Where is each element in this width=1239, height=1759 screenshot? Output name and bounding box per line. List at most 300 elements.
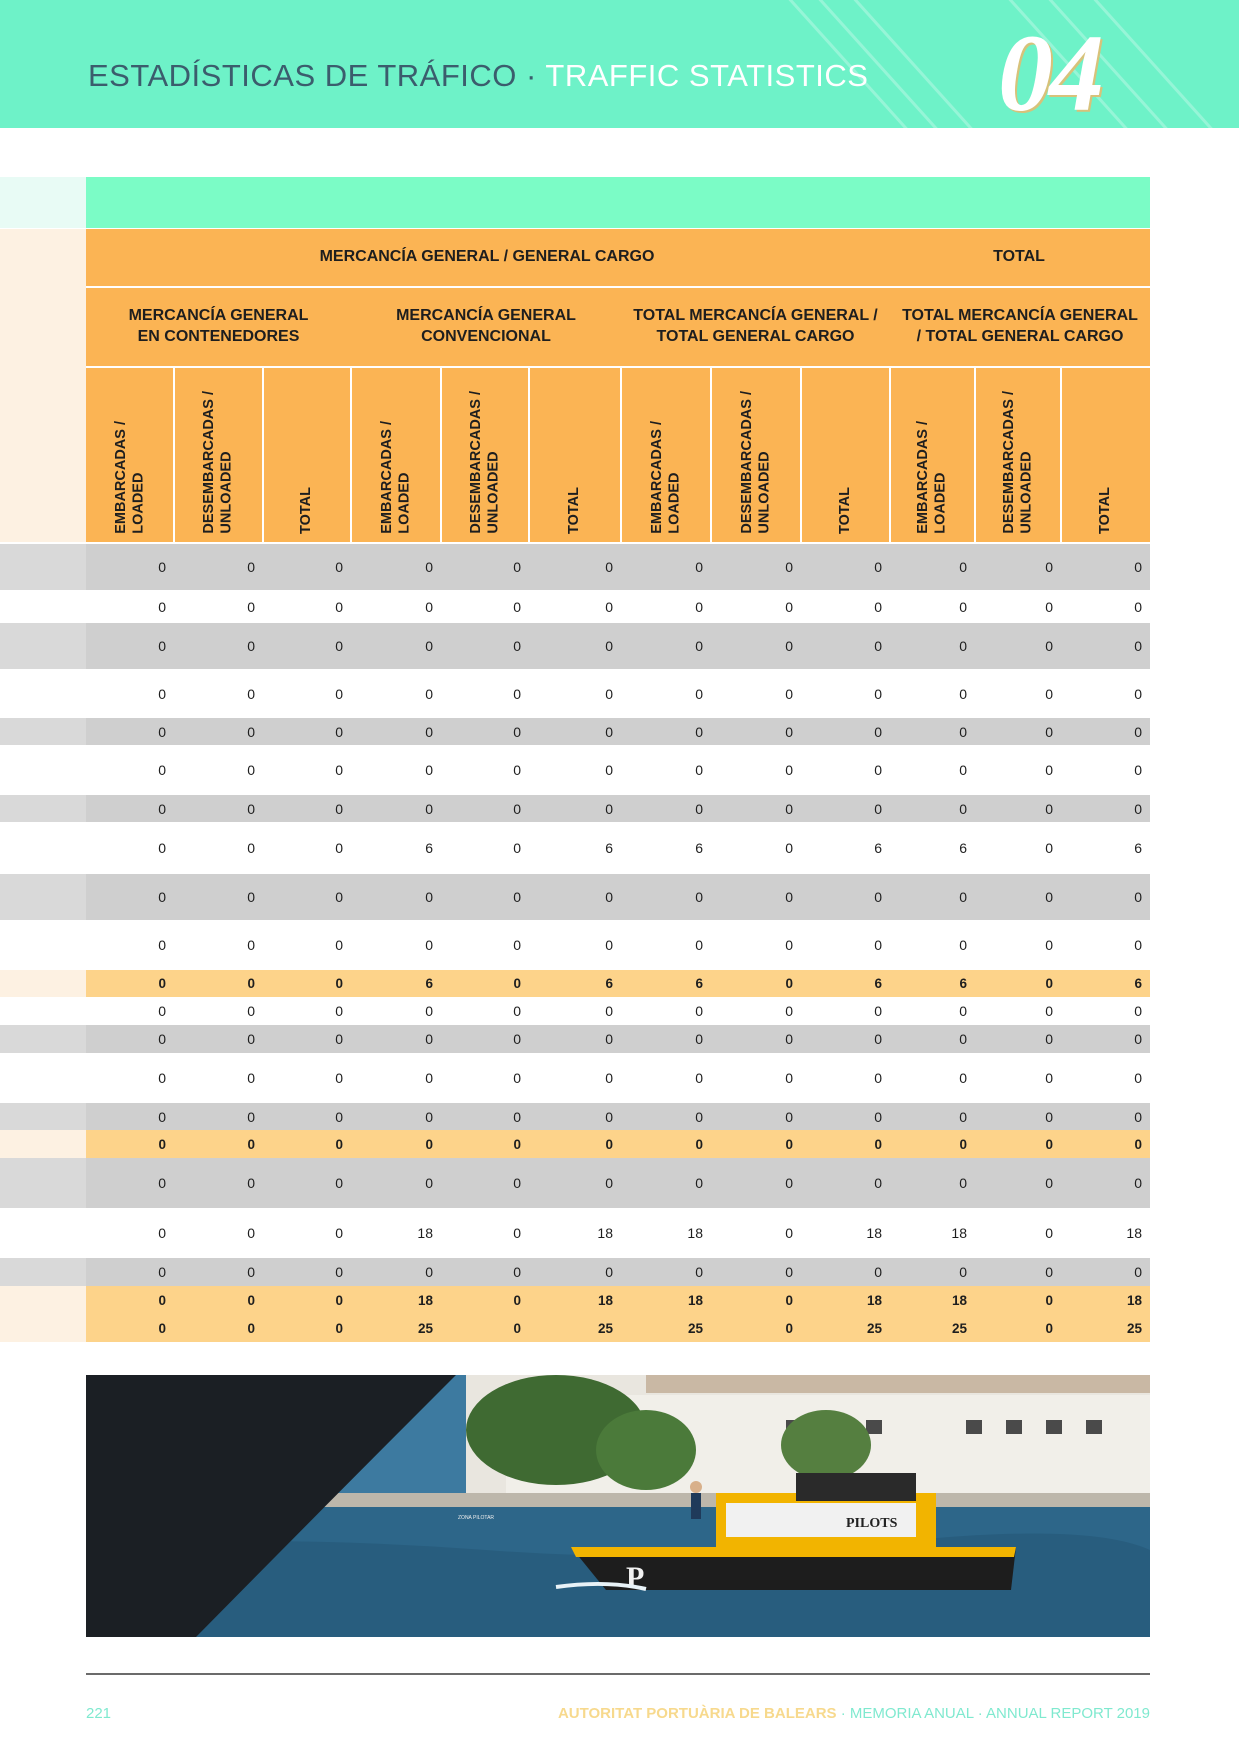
table-cell: 0 <box>1134 1175 1142 1191</box>
table-cell: 0 <box>695 598 703 615</box>
row-label-cell <box>0 795 86 822</box>
table-cell: 0 <box>247 723 255 740</box>
table-row <box>0 1258 1150 1286</box>
boat-name-label: PILOTS <box>846 1516 898 1531</box>
table-row <box>0 718 1150 745</box>
table-cell: 25 <box>597 1320 613 1336</box>
table-cell: 0 <box>695 800 703 817</box>
table-cell: 0 <box>1045 800 1053 817</box>
table-cell: 0 <box>335 1264 343 1280</box>
table-cell: 0 <box>247 840 255 856</box>
table-cell: 0 <box>425 937 433 953</box>
table-row <box>0 1208 1150 1258</box>
table-cell: 0 <box>513 1320 521 1336</box>
header-sub-total-general-2 <box>890 287 1150 366</box>
table-cell: 0 <box>247 1292 255 1308</box>
table-cell: 0 <box>513 937 521 953</box>
table-cell: 0 <box>335 723 343 740</box>
table-cell: 18 <box>1126 1292 1142 1308</box>
table-cell: 0 <box>425 1108 433 1125</box>
column-header-loaded-label: EMBARCADAS / LOADED <box>915 421 949 534</box>
footer-report-title: · MEMORIA ANUAL · ANNUAL REPORT 2019 <box>836 1705 1150 1722</box>
row-label-cell <box>0 623 86 669</box>
table-row <box>0 970 1150 997</box>
table-cell: 0 <box>335 598 343 615</box>
table-cell: 6 <box>1134 840 1142 856</box>
row-label-cell <box>0 1314 86 1342</box>
table-cell: 0 <box>158 840 166 856</box>
row-label-cell <box>0 874 86 920</box>
table-cell: 0 <box>247 889 255 905</box>
table-row <box>0 997 1150 1025</box>
table-cell: 0 <box>247 638 255 654</box>
table-cell: 0 <box>425 1031 433 1047</box>
column-header-unloaded-label: DESEMBARCADAS / UNLOADED <box>467 391 501 534</box>
table-cell: 6 <box>959 976 967 991</box>
table-cell: 0 <box>605 1031 613 1047</box>
table-cell: 0 <box>158 800 166 817</box>
table-cell: 0 <box>247 937 255 953</box>
table-cell: 0 <box>959 1175 967 1191</box>
table-cell: 0 <box>605 1070 613 1086</box>
table-cell: 0 <box>513 598 521 615</box>
table-cell: 0 <box>785 800 793 817</box>
table-cell: 0 <box>695 1175 703 1191</box>
table-cell: 0 <box>1045 1003 1053 1019</box>
table-cell: 0 <box>785 889 793 905</box>
table-row <box>0 590 1150 623</box>
table-cell: 0 <box>513 638 521 654</box>
table-cell: 6 <box>874 976 882 991</box>
table-cell: 0 <box>874 638 882 654</box>
row-label-cell <box>0 544 86 590</box>
table-cell: 0 <box>158 559 166 575</box>
row-label-cell <box>0 1025 86 1053</box>
column-header-loaded <box>890 367 975 542</box>
table-cell: 0 <box>1134 1070 1142 1086</box>
table-cell: 0 <box>158 1003 166 1019</box>
table-cell: 0 <box>605 1264 613 1280</box>
column-header-unloaded-label: DESEMBARCADAS / UNLOADED <box>738 391 772 534</box>
table-cell: 0 <box>874 889 882 905</box>
table-cell: 0 <box>605 800 613 817</box>
table-cell: 0 <box>335 1108 343 1125</box>
table-cell: 0 <box>785 1108 793 1125</box>
table-cell: 6 <box>695 840 703 856</box>
table-cell: 0 <box>959 1003 967 1019</box>
table-cell: 0 <box>335 889 343 905</box>
table-cell: 18 <box>951 1292 967 1308</box>
teal-band <box>86 177 1150 228</box>
column-header-unloaded <box>711 367 801 542</box>
table-cell: 0 <box>247 1031 255 1047</box>
header-band <box>0 0 1239 128</box>
header-sub-total-general <box>621 287 890 366</box>
table-cell: 0 <box>605 1136 613 1152</box>
table-cell: 0 <box>335 685 343 702</box>
table-cell: 0 <box>959 638 967 654</box>
table-cell: 0 <box>785 1264 793 1280</box>
table-cell: 0 <box>425 1175 433 1191</box>
row-label-cell <box>0 822 86 874</box>
table-cell: 0 <box>605 937 613 953</box>
table-cell: 0 <box>1134 800 1142 817</box>
table-cell: 0 <box>1045 1320 1053 1336</box>
table-cell: 6 <box>605 976 613 991</box>
table-row <box>0 669 1150 718</box>
table-cell: 0 <box>785 937 793 953</box>
table-cell: 0 <box>513 723 521 740</box>
table-cell: 0 <box>1134 723 1142 740</box>
boat-hull-letter: P <box>626 1561 645 1594</box>
table-row <box>0 1053 1150 1103</box>
table-cell: 0 <box>1134 598 1142 615</box>
row-label-cell <box>0 669 86 718</box>
table-cell: 0 <box>513 1003 521 1019</box>
table-cell: 18 <box>417 1292 433 1308</box>
table-cell: 0 <box>1134 937 1142 953</box>
table-cell: 0 <box>959 598 967 615</box>
table-cell: 6 <box>959 840 967 856</box>
table-cell: 0 <box>247 1003 255 1019</box>
column-header-loaded-label: EMBARCADAS / LOADED <box>112 421 146 534</box>
header-group-total <box>888 229 1150 286</box>
row-label-cell <box>0 1103 86 1130</box>
table-cell: 6 <box>605 840 613 856</box>
table-cell: 0 <box>247 1108 255 1125</box>
table-cell: 0 <box>959 1031 967 1047</box>
table-row <box>0 874 1150 920</box>
table-cell: 0 <box>695 685 703 702</box>
table-cell: 0 <box>425 889 433 905</box>
table-cell: 0 <box>1134 559 1142 575</box>
header-sub-containers-label: MERCANCÍA GENERAL EN CONTENEDORES <box>128 306 309 345</box>
column-header-total <box>263 367 351 542</box>
footer-org-name: AUTORITAT PORTUÀRIA DE BALEARS <box>557 1705 837 1722</box>
table-cell: 0 <box>785 1292 793 1308</box>
table-cell: 25 <box>951 1320 967 1336</box>
table-row <box>0 1130 1150 1158</box>
table-cell: 0 <box>874 1136 882 1152</box>
table-cell: 0 <box>425 762 433 778</box>
row-label-cell <box>0 718 86 745</box>
table-cell: 0 <box>959 1070 967 1086</box>
table-cell: 0 <box>785 1320 793 1336</box>
table-row <box>0 623 1150 669</box>
table-cell: 0 <box>158 638 166 654</box>
column-header-loaded <box>621 367 711 542</box>
table-cell: 0 <box>335 800 343 817</box>
table-cell: 0 <box>1134 1031 1142 1047</box>
table-cell: 0 <box>335 1136 343 1152</box>
table-cell: 0 <box>513 1136 521 1152</box>
table-cell: 18 <box>687 1225 703 1241</box>
table-cell: 0 <box>247 976 255 991</box>
footer-publication <box>558 1705 1150 1722</box>
table-cell: 0 <box>695 1031 703 1047</box>
table-cell: 0 <box>1045 685 1053 702</box>
table-cell: 0 <box>874 723 882 740</box>
table-cell: 0 <box>874 1108 882 1125</box>
section-title-es: ESTADÍSTICAS DE TRÁFICO <box>88 58 517 93</box>
table-cell: 0 <box>1045 1070 1053 1086</box>
table-cell: 0 <box>513 559 521 575</box>
table-row <box>0 920 1150 970</box>
table-cell: 0 <box>513 1225 521 1241</box>
footer-rule <box>86 1673 1150 1675</box>
table-cell: 0 <box>335 1003 343 1019</box>
table-cell: 0 <box>158 1031 166 1047</box>
table-row <box>0 822 1150 874</box>
table-cell: 0 <box>695 762 703 778</box>
column-header-loaded-label: EMBARCADAS / LOADED <box>378 421 412 534</box>
header-sub-total-general-label: TOTAL MERCANCÍA GENERAL / TOTAL GENERAL CARGO <box>633 306 878 345</box>
table-cell: 0 <box>513 685 521 702</box>
section-title-en: TRAFFIC STATISTICS <box>545 58 869 93</box>
row-label-cell <box>0 997 86 1025</box>
column-header-total-label: TOTAL <box>836 487 853 534</box>
table-cell: 0 <box>158 1264 166 1280</box>
table-cell: 0 <box>425 685 433 702</box>
table-cell: 18 <box>1126 1225 1142 1241</box>
table-cell: 0 <box>695 1264 703 1280</box>
row-label-cell <box>0 590 86 623</box>
table-cell: 0 <box>247 1225 255 1241</box>
table-cell: 0 <box>1045 559 1053 575</box>
table-cell: 0 <box>513 762 521 778</box>
table-cell: 0 <box>695 723 703 740</box>
row-label-cell <box>0 745 86 795</box>
table-cell: 0 <box>695 1003 703 1019</box>
table-cell: 18 <box>866 1225 882 1241</box>
column-header-total <box>529 367 621 542</box>
table-cell: 0 <box>1045 1292 1053 1308</box>
table-cell: 0 <box>959 762 967 778</box>
table-cell: 0 <box>247 1264 255 1280</box>
table-cell: 0 <box>695 1070 703 1086</box>
table-cell: 0 <box>247 800 255 817</box>
column-header-unloaded <box>975 367 1061 542</box>
table-cell: 0 <box>335 762 343 778</box>
table-cell: 25 <box>1126 1320 1142 1336</box>
pilot-boat-photo <box>86 1375 1150 1637</box>
table-cell: 0 <box>874 1175 882 1191</box>
table-cell: 0 <box>959 1264 967 1280</box>
row-label-cell <box>0 970 86 997</box>
page-number: 221 <box>86 1705 112 1722</box>
header-sub-containers <box>86 287 351 366</box>
table-cell: 18 <box>951 1225 967 1241</box>
header-group-general-cargo <box>86 229 888 286</box>
table-cell: 0 <box>785 976 793 991</box>
column-header-total <box>1061 367 1150 542</box>
table-cell: 0 <box>247 1136 255 1152</box>
table-cell: 0 <box>1134 1264 1142 1280</box>
table-cell: 0 <box>513 1108 521 1125</box>
header-sub-conventional-label: MERCANCÍA GENERAL CONVENCIONAL <box>396 306 576 345</box>
table-cell: 0 <box>1045 976 1053 991</box>
column-header-unloaded <box>174 367 263 542</box>
table-cell: 25 <box>417 1320 433 1336</box>
table-cell: 0 <box>785 762 793 778</box>
table-cell: 0 <box>785 840 793 856</box>
table-cell: 0 <box>335 1320 343 1336</box>
column-header-loaded <box>351 367 441 542</box>
dock-sign-label: ZONA PILOTAR <box>458 1515 495 1521</box>
table-cell: 0 <box>425 638 433 654</box>
table-cell: 0 <box>605 685 613 702</box>
column-header-total-label: TOTAL <box>298 487 315 534</box>
table-cell: 0 <box>425 1136 433 1152</box>
table-cell: 0 <box>959 889 967 905</box>
table-cell: 0 <box>874 598 882 615</box>
table-cell: 0 <box>513 1031 521 1047</box>
row-label-cell <box>0 1158 86 1208</box>
table-cell: 0 <box>1045 762 1053 778</box>
title-separator: · <box>516 58 546 93</box>
table-cell: 25 <box>866 1320 882 1336</box>
table-row <box>0 795 1150 822</box>
table-row <box>0 544 1150 590</box>
table-cell: 0 <box>1134 762 1142 778</box>
table-cell: 0 <box>959 800 967 817</box>
table-cell: 0 <box>785 598 793 615</box>
table-cell: 0 <box>1045 937 1053 953</box>
table-cell: 0 <box>605 598 613 615</box>
column-header-total-label: TOTAL <box>566 487 583 534</box>
table-cell: 0 <box>335 1175 343 1191</box>
table-cell: 0 <box>247 1320 255 1336</box>
table-cell: 18 <box>597 1292 613 1308</box>
table-cell: 0 <box>425 598 433 615</box>
column-header-unloaded-label: DESEMBARCADAS / UNLOADED <box>1000 391 1034 534</box>
table-cell: 0 <box>1134 685 1142 702</box>
table-cell: 0 <box>605 762 613 778</box>
table-cell: 0 <box>425 800 433 817</box>
table-cell: 0 <box>1045 1108 1053 1125</box>
table-cell: 0 <box>605 889 613 905</box>
table-cell: 0 <box>695 937 703 953</box>
table-cell: 0 <box>247 762 255 778</box>
table-cell: 0 <box>1045 723 1053 740</box>
table-cell: 0 <box>785 1175 793 1191</box>
table-cell: 0 <box>785 559 793 575</box>
table-cell: 0 <box>335 638 343 654</box>
table-cell: 0 <box>695 889 703 905</box>
table-cell: 0 <box>1045 840 1053 856</box>
table-cell: 6 <box>425 840 433 856</box>
table-cell: 0 <box>1045 1136 1053 1152</box>
table-cell: 0 <box>335 559 343 575</box>
table-cell: 0 <box>1045 638 1053 654</box>
table-cell: 0 <box>959 559 967 575</box>
row-label-cell <box>0 920 86 970</box>
table-cell: 0 <box>158 1292 166 1308</box>
table-row <box>0 1025 1150 1053</box>
table-cell: 0 <box>335 840 343 856</box>
table-cell: 0 <box>158 1175 166 1191</box>
table-cell: 0 <box>959 723 967 740</box>
chapter-number: 04 <box>998 12 1100 128</box>
table-cell: 0 <box>1134 1003 1142 1019</box>
table-cell: 0 <box>959 937 967 953</box>
table-cell: 0 <box>1045 1031 1053 1047</box>
table-cell: 0 <box>425 1003 433 1019</box>
table-cell: 0 <box>874 1031 882 1047</box>
row-label-cell <box>0 1208 86 1258</box>
table-cell: 0 <box>158 1320 166 1336</box>
table-cell: 0 <box>1045 598 1053 615</box>
table-cell: 0 <box>158 1225 166 1241</box>
table-cell: 6 <box>874 840 882 856</box>
table-cell: 0 <box>1134 889 1142 905</box>
table-cell: 0 <box>959 685 967 702</box>
table-cell: 0 <box>158 976 166 991</box>
table-cell: 0 <box>513 1264 521 1280</box>
table-cell: 18 <box>687 1292 703 1308</box>
table-row <box>0 1158 1150 1208</box>
table-cell: 0 <box>605 723 613 740</box>
table-cell: 0 <box>247 559 255 575</box>
table-cell: 0 <box>785 723 793 740</box>
table-cell: 0 <box>959 1136 967 1152</box>
table-cell: 0 <box>785 1136 793 1152</box>
table-row <box>0 1314 1150 1342</box>
table-cell: 0 <box>695 1108 703 1125</box>
table-cell: 0 <box>513 840 521 856</box>
table-cell: 0 <box>247 1175 255 1191</box>
row-label-cell <box>0 1286 86 1314</box>
table-cell: 0 <box>513 1175 521 1191</box>
table-cell: 18 <box>597 1225 613 1241</box>
table-cell: 0 <box>1134 1136 1142 1152</box>
table-cell: 0 <box>605 638 613 654</box>
table-cell: 0 <box>513 889 521 905</box>
row-label-cell <box>0 1258 86 1286</box>
table-cell: 0 <box>874 1264 882 1280</box>
table-cell: 0 <box>874 800 882 817</box>
table-cell: 0 <box>335 1070 343 1086</box>
table-cell: 0 <box>1045 1175 1053 1191</box>
table-cell: 0 <box>158 598 166 615</box>
table-cell: 0 <box>158 889 166 905</box>
table-cell: 0 <box>425 559 433 575</box>
header-sub-total-general-2-label: TOTAL MERCANCÍA GENERAL / TOTAL GENERAL CARGO <box>902 306 1138 345</box>
table-cell: 0 <box>425 723 433 740</box>
table-cell: 0 <box>874 762 882 778</box>
table-cell: 0 <box>605 1003 613 1019</box>
table-cell: 0 <box>1045 1264 1053 1280</box>
table-cell: 0 <box>335 1225 343 1241</box>
table-cell: 0 <box>1134 638 1142 654</box>
table-cell: 0 <box>785 638 793 654</box>
table-cell: 0 <box>158 1070 166 1086</box>
header-group-general-cargo-label: MERCANCÍA GENERAL / GENERAL CARGO <box>319 248 655 266</box>
column-header-total-label: TOTAL <box>1096 487 1113 534</box>
table-cell: 0 <box>1045 1225 1053 1241</box>
table-cell: 0 <box>1045 889 1053 905</box>
table-cell: 0 <box>335 937 343 953</box>
column-header-unloaded-label: DESEMBARCADAS / UNLOADED <box>201 391 235 534</box>
teal-band-left <box>0 177 86 228</box>
table-cell: 0 <box>785 685 793 702</box>
table-row <box>0 1103 1150 1130</box>
table-cell: 0 <box>1134 1108 1142 1125</box>
table-cell: 0 <box>247 685 255 702</box>
table-cell: 0 <box>785 1003 793 1019</box>
table-cell: 0 <box>695 559 703 575</box>
column-header-unloaded <box>441 367 529 542</box>
